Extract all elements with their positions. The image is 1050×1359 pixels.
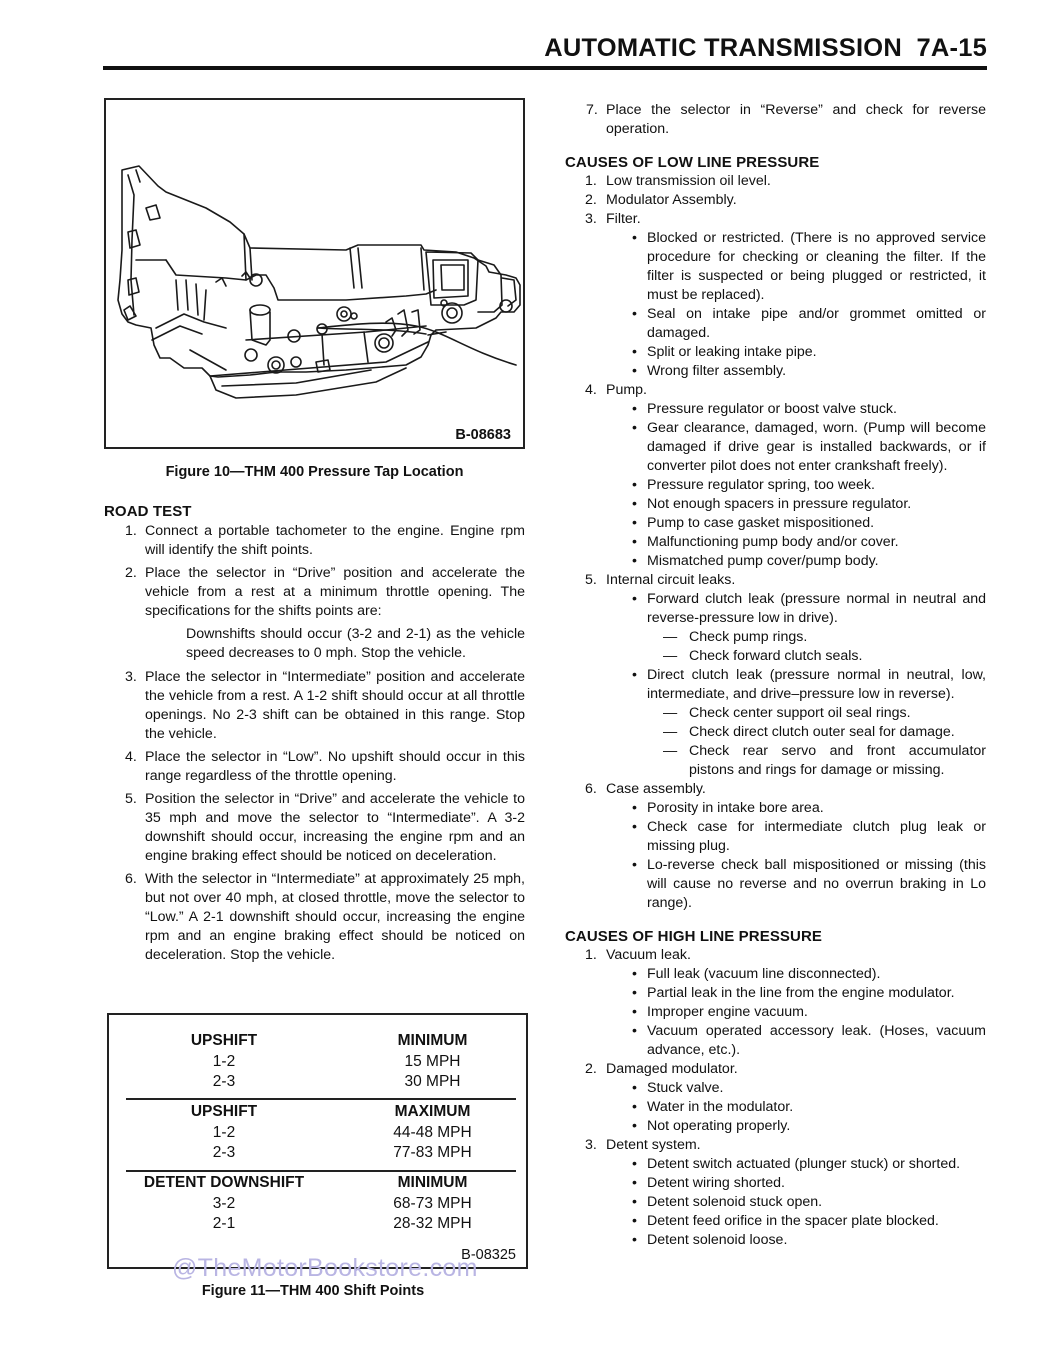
bullet-item (565, 856, 986, 913)
item-number: 5. (585, 572, 597, 588)
dash-item (565, 647, 986, 666)
bullet-icon: • (632, 1156, 637, 1172)
road-test-item-2 (104, 564, 525, 621)
table-cell: 28-32 MPH (393, 1215, 472, 1232)
item-text: Position the selector in “Drive” and accelerate the vehicle to 35 mph and move the selector to “Intermediate”. A 3-2 downshift should occur, increasing the engine rpm and an engine braking effect should be noticed on deceleration. (145, 791, 525, 864)
item-number: 6. (585, 781, 597, 797)
bullet-text: Water in the modulator. (647, 1099, 794, 1115)
table-header-cell: MINIMUM (397, 1174, 468, 1191)
bullet-item (565, 1117, 986, 1136)
item-text: Vacuum leak. (606, 947, 691, 963)
bullet-icon: • (632, 667, 637, 683)
bullet-icon: • (632, 1232, 637, 1248)
bullet-icon: • (632, 1194, 637, 1210)
item-text: Low transmission oil level. (606, 173, 771, 189)
bullet-text: Not operating properly. (647, 1118, 791, 1134)
item-text: Damaged modulator. (606, 1061, 738, 1077)
bullet-text: Porosity in intake bore area. (647, 800, 824, 816)
road-test-item-1 (104, 522, 525, 560)
low-item-2 (565, 191, 986, 210)
bullet-item (565, 1174, 986, 1193)
bullet-item (565, 343, 986, 362)
table-header-row (109, 1173, 526, 1194)
bullet-text: Full leak (vacuum line disconnected). (647, 966, 881, 982)
item-number: 7. (586, 102, 598, 118)
figure-10-id: B-08683 (455, 427, 511, 443)
low-item-3 (565, 210, 986, 229)
bullet-icon: • (632, 800, 637, 816)
high-item-2 (565, 1060, 986, 1079)
road-test-item-2-note: Downshifts should occur (3-2 and 2-1) as the vehicle speed decreases to 0 mph. Stop the vehicle. (186, 626, 525, 661)
item-text: With the selector in “Intermediate” at approximately 25 mph, but not over 40 mph, at closed throttle, move the selector to “Low.” A 2-1 downshift should occur, increasing the engine rpm and an engine braking effect should be noticed on deceleration. Stop the vehicle. (145, 871, 525, 963)
item-text: Connect a portable tachometer to the engine. Engine rpm will identify the shift points. (145, 523, 525, 558)
bullet-icon: • (632, 1213, 637, 1229)
dash-item (565, 704, 986, 723)
item-number: 4. (125, 749, 137, 765)
item-number: 3. (585, 1137, 597, 1153)
item-number: 1. (585, 947, 597, 963)
bullet-item (565, 533, 986, 552)
dash-item (565, 723, 986, 742)
bullet-item (565, 362, 986, 381)
dash-text: Check pump rings. (689, 629, 808, 645)
bullet-item (565, 818, 986, 856)
table-header-row (109, 1031, 526, 1052)
item-text: Filter. (606, 211, 641, 227)
table-cell: 15 MPH (404, 1052, 461, 1070)
dash-icon: — (663, 724, 678, 740)
bullet-item (565, 1098, 986, 1117)
item-text: Place the selector in “Reverse” and check for reverse operation. (606, 102, 986, 137)
bullet-item (565, 666, 986, 704)
bullet-icon: • (632, 819, 637, 835)
item-number: 4. (585, 382, 597, 398)
item-number: 2. (585, 192, 597, 208)
road-test-item-3 (104, 668, 525, 744)
bullet-text: Partial leak in the line from the engine modulator. (647, 985, 955, 1001)
low-pressure-title: CAUSES OF LOW LINE PRESSURE (565, 154, 820, 171)
bullet-text: Detent solenoid stuck open. (647, 1194, 823, 1210)
item-number: 5. (125, 791, 137, 807)
bullet-text: Lo-reverse check ball mispositioned or missing (this will cause no reverse and no overrun braking in Lo range). (647, 857, 986, 911)
bullet-icon: • (632, 534, 637, 550)
table-row (109, 1143, 526, 1164)
road-test-item-5 (104, 790, 525, 866)
table-group-upshift-max (109, 1102, 526, 1164)
dash-text: Check rear servo and front accumulator pistons and rings for damage or missing. (689, 743, 986, 778)
bullet-icon: • (632, 401, 637, 417)
bullet-item (565, 1079, 986, 1098)
table-row (109, 1072, 526, 1093)
bullet-icon: • (632, 230, 637, 246)
watermark: @TheMotorBookstore.com (172, 1254, 478, 1282)
road-test-item-4 (104, 748, 525, 786)
bullet-item (565, 1003, 986, 1022)
road-test-item-6 (104, 870, 525, 965)
bullet-icon: • (632, 515, 637, 531)
low-item-4 (565, 381, 986, 400)
bullet-item (565, 984, 986, 1003)
item-number: 2. (125, 565, 137, 581)
bullet-text: Direct clutch leak (pressure normal in neutral, low, intermediate, and drive–pressure low in reverse). (647, 667, 986, 702)
bullet-icon: • (632, 420, 637, 436)
bullet-icon: • (632, 496, 637, 512)
dash-icon: — (663, 648, 678, 664)
bullet-icon: • (632, 985, 637, 1001)
item-text: Place the selector in “Low”. No upshift should occur in this range regardless of the throttle opening. (145, 749, 525, 784)
table-cell: 3-2 (212, 1194, 236, 1212)
item-text: Place the selector in “Intermediate” position and accelerate the vehicle from a rest. A 1-2 shift should occur at all throttle openings. No 2-3 shift can be obtained in this range. Stop the vehicle. (145, 669, 525, 742)
bullet-text: Detent switch actuated (plunger stuck) or shorted. (647, 1156, 961, 1172)
dash-item (565, 742, 986, 780)
bullet-item (565, 229, 986, 305)
bullet-icon: • (632, 857, 637, 873)
bullet-text: Malfunctioning pump body and/or cover. (647, 534, 899, 550)
table-row (109, 1194, 526, 1215)
bullet-icon: • (632, 1004, 637, 1020)
item-number: 3. (585, 211, 597, 227)
item-text: Modulator Assembly. (606, 192, 737, 208)
table-cell: 1-2 (212, 1123, 236, 1141)
bullet-text: Pressure regulator or boost valve stuck. (647, 401, 897, 417)
bullet-text: Stuck valve. (647, 1080, 724, 1096)
table-divider (126, 1098, 516, 1100)
bullet-text: Forward clutch leak (pressure normal in neutral and reverse-pressure low in drive). (647, 591, 986, 626)
bullet-text: Check case for intermediate clutch plug leak or missing plug. (647, 819, 986, 854)
bullet-icon: • (632, 1080, 637, 1096)
high-pressure-title: CAUSES OF HIGH LINE PRESSURE (565, 928, 823, 945)
item-number: 6. (125, 871, 137, 887)
bullet-text: Not enough spacers in pressure regulator. (647, 496, 912, 512)
bullet-icon: • (632, 1175, 637, 1191)
bullet-icon: • (632, 344, 637, 360)
bullet-item (565, 590, 986, 628)
bullet-icon: • (632, 477, 637, 493)
road-test-title: ROAD TEST (104, 503, 192, 520)
bullet-text: Seal on intake pipe and/or grommet omitted or damaged. (647, 306, 986, 341)
bullet-text: Vacuum operated accessory leak. (Hoses, vacuum advance, etc.). (647, 1023, 986, 1058)
dash-icon: — (663, 629, 678, 645)
item-text: Case assembly. (606, 781, 706, 797)
bullet-item (565, 965, 986, 984)
low-item-5 (565, 571, 986, 590)
dash-item (565, 628, 986, 647)
table-header-cell: DETENT DOWNSHIFT (143, 1174, 305, 1191)
item-number: 2. (585, 1061, 597, 1077)
table-cell: 77-83 MPH (393, 1144, 472, 1161)
item-text: Pump. (606, 382, 648, 398)
dash-icon: — (663, 743, 678, 759)
bullet-item (565, 514, 986, 533)
bullet-icon: • (632, 1118, 637, 1134)
bullet-icon: • (632, 363, 637, 379)
bullet-text: Gear clearance, damaged, worn. (Pump will become damaged if drive gear is installed backwards, or if converter pilot does not enter crankshaft freely). (647, 420, 986, 474)
item-text: Internal circuit leaks. (606, 572, 736, 588)
table-group-upshift-min (109, 1031, 526, 1093)
bullet-text: Blocked or restricted. (There is no approved service procedure for checking or cleaning the filter. If the filter is suspected or being plugged or restricted, it must be replaced). (647, 230, 986, 303)
bullet-icon: • (632, 1099, 637, 1115)
bullet-item (565, 1193, 986, 1212)
bullet-item (565, 552, 986, 571)
item-text: Detent system. (606, 1137, 701, 1153)
bullet-item (565, 419, 986, 476)
bullet-item (565, 305, 986, 343)
bullet-text: Split or leaking intake pipe. (647, 344, 817, 360)
bullet-item (565, 1155, 986, 1174)
table-header-cell: UPSHIFT (190, 1032, 258, 1049)
bullet-icon: • (632, 966, 637, 982)
bullet-item (565, 400, 986, 419)
bullet-item (565, 495, 986, 514)
table-cell: 68-73 MPH (393, 1194, 472, 1212)
table-row (109, 1052, 526, 1073)
bullet-text: Mismatched pump cover/pump body. (647, 553, 879, 569)
table-cell: 2-1 (212, 1215, 236, 1232)
figure-10-caption: Figure 10—THM 400 Pressure Tap Location (165, 464, 464, 480)
shift-points-table (107, 1013, 528, 1269)
road-test-section (104, 502, 525, 969)
table-header-cell: MAXIMUM (394, 1103, 471, 1120)
bullet-icon: • (632, 1023, 637, 1039)
table-cell: 44-48 MPH (393, 1123, 472, 1141)
low-item-6 (565, 780, 986, 799)
bullet-text: Wrong filter assembly. (647, 363, 787, 379)
item-text: Place the selector in “Drive” position and accelerate the vehicle from a rest at a minimum throttle opening. The specifications for the shifts points are: (145, 565, 525, 619)
table-group-detent-downshift (109, 1173, 526, 1235)
figure-11-caption: Figure 11—THM 400 Shift Points (201, 1283, 425, 1299)
item-number: 1. (125, 523, 137, 539)
high-item-1 (565, 946, 986, 965)
figure-10-box (104, 98, 525, 449)
right-column (565, 101, 986, 1250)
bullet-item (565, 1212, 986, 1231)
road-test-item-7 (565, 101, 986, 139)
table-cell: 30 MPH (404, 1073, 461, 1090)
table-cell: 1-2 (212, 1052, 236, 1070)
table-header-cell: MINIMUM (397, 1032, 468, 1049)
low-item-1 (565, 172, 986, 191)
bullet-text: Detent wiring shorted. (647, 1175, 786, 1191)
dash-icon: — (663, 705, 678, 721)
bullet-icon: • (632, 591, 637, 607)
page-header-title: AUTOMATIC TRANSMISSION 7A-15 (544, 34, 987, 62)
bullet-item (565, 476, 986, 495)
dash-text: Check forward clutch seals. (689, 648, 863, 664)
dash-text: Check center support oil seal rings. (689, 705, 911, 721)
table-header-row (109, 1102, 526, 1123)
bullet-item (565, 1231, 986, 1250)
table-row (109, 1123, 526, 1144)
bullet-icon: • (632, 553, 637, 569)
bullet-text: Pump to case gasket mispositioned. (647, 515, 875, 531)
bullet-text: Detent solenoid loose. (647, 1232, 788, 1248)
header-rule (103, 66, 987, 70)
bullet-text: Pressure regulator spring, too week. (647, 477, 875, 493)
item-number: 3. (125, 669, 137, 685)
table-row (109, 1214, 526, 1235)
bullet-item (565, 1022, 986, 1060)
bullet-item (565, 799, 986, 818)
bullet-text: Detent feed orifice in the spacer plate blocked. (647, 1213, 939, 1229)
high-item-3 (565, 1136, 986, 1155)
table-divider (126, 1170, 516, 1172)
item-number: 1. (585, 173, 597, 189)
bullet-icon: • (632, 306, 637, 322)
table-cell: 2-3 (212, 1073, 236, 1090)
table-cell: 2-3 (212, 1144, 236, 1161)
transmission-illustration-icon (106, 100, 523, 447)
dash-text: Check direct clutch outer seal for damage. (689, 724, 955, 740)
bullet-text: Improper engine vacuum. (647, 1004, 808, 1020)
table-header-cell: UPSHIFT (190, 1103, 258, 1120)
figure-11-id: B-08325 (461, 1247, 516, 1263)
